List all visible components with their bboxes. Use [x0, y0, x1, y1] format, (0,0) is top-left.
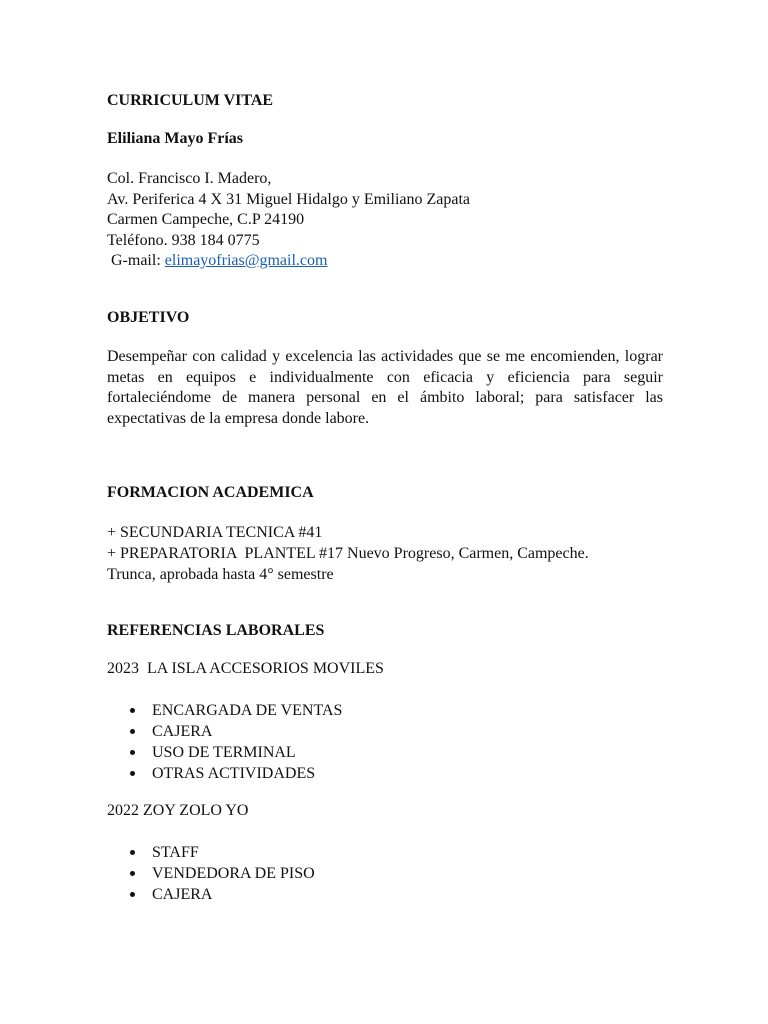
address-line-1: Col. Francisco I. Madero,: [107, 170, 272, 187]
duty-label: OTRAS ACTIVIDADES: [152, 765, 316, 782]
list-item: [130, 763, 342, 784]
bullet-icon: [130, 850, 135, 855]
email-label: G-mail:: [107, 252, 165, 269]
bullet-icon: [130, 750, 135, 755]
name-block: [107, 129, 663, 150]
education-item: Trunca, aprobada hasta 4° semestre: [107, 566, 334, 583]
phone-line: Teléfono. 938 184 0775: [107, 231, 260, 249]
list-item: [130, 721, 342, 742]
list-item: [130, 863, 315, 884]
person-name: Eliliana Mayo Frías: [107, 130, 243, 147]
bullet-icon: [130, 729, 135, 734]
bullet-icon: [130, 708, 135, 713]
bullet-icon: [130, 771, 135, 776]
references-heading-block: [107, 621, 663, 642]
job-title-block: [107, 659, 663, 680]
email-line: [107, 251, 663, 272]
address-line-2: Av. Periferica 4 X 31 Miguel Hidalgo y Emiliano Zapata: [107, 190, 471, 208]
job-title: 2022 ZOY ZOLO YO: [107, 802, 249, 819]
objective-heading: OBJETIVO: [107, 309, 190, 326]
objective-heading-block: [107, 308, 663, 329]
duty-label: USO DE TERMINAL: [152, 744, 296, 761]
education-heading-block: [107, 483, 663, 504]
education-item: + PREPARATORIA PLANTEL #17 Nuevo Progreso, Carmen, Campeche.: [107, 545, 589, 562]
job-title-block: [107, 801, 663, 822]
contact-block: [107, 169, 663, 272]
list-item: [130, 742, 342, 763]
duty-label: CAJERA: [152, 723, 213, 740]
email-link[interactable]: elimayofrias@gmail.com: [164, 252, 328, 269]
duty-label: STAFF: [152, 844, 199, 861]
references-heading: REFERENCIAS LABORALES: [107, 622, 325, 639]
objective-text: Desempeñar con calidad y excelencia las actividades que se me encomienden, lograr metas en equipos e individualmente con eficacia y eficiencia para seguir fortaleciéndome de manera personal en el ámbito laboral; para satisfacer las expectativas de la empresa donde labore.: [107, 348, 663, 427]
list-item: [130, 842, 315, 863]
job-duties-list: [130, 700, 342, 784]
duty-label: VENDEDORA DE PISO: [152, 865, 315, 882]
education-item: + SECUNDARIA TECNICA #41: [107, 524, 323, 541]
duty-label: CAJERA: [152, 886, 213, 903]
education-block: [107, 522, 663, 585]
bullet-icon: [130, 871, 135, 876]
list-item: [130, 884, 315, 905]
address-line-3: Carmen Campeche, C.P 24190: [107, 211, 305, 228]
duty-label: ENCARGADA DE VENTAS: [152, 702, 343, 719]
cv-title: CURRICULUM VITAE: [107, 92, 274, 109]
list-item: [130, 700, 342, 721]
job-duties-list: [130, 842, 315, 905]
objective-block: [107, 347, 663, 429]
education-heading: FORMACION ACADEMICA: [107, 484, 314, 501]
bullet-icon: [130, 892, 135, 897]
cv-title-block: [107, 91, 663, 112]
job-title: 2023 LA ISLA ACCESORIOS MOVILES: [107, 660, 384, 677]
